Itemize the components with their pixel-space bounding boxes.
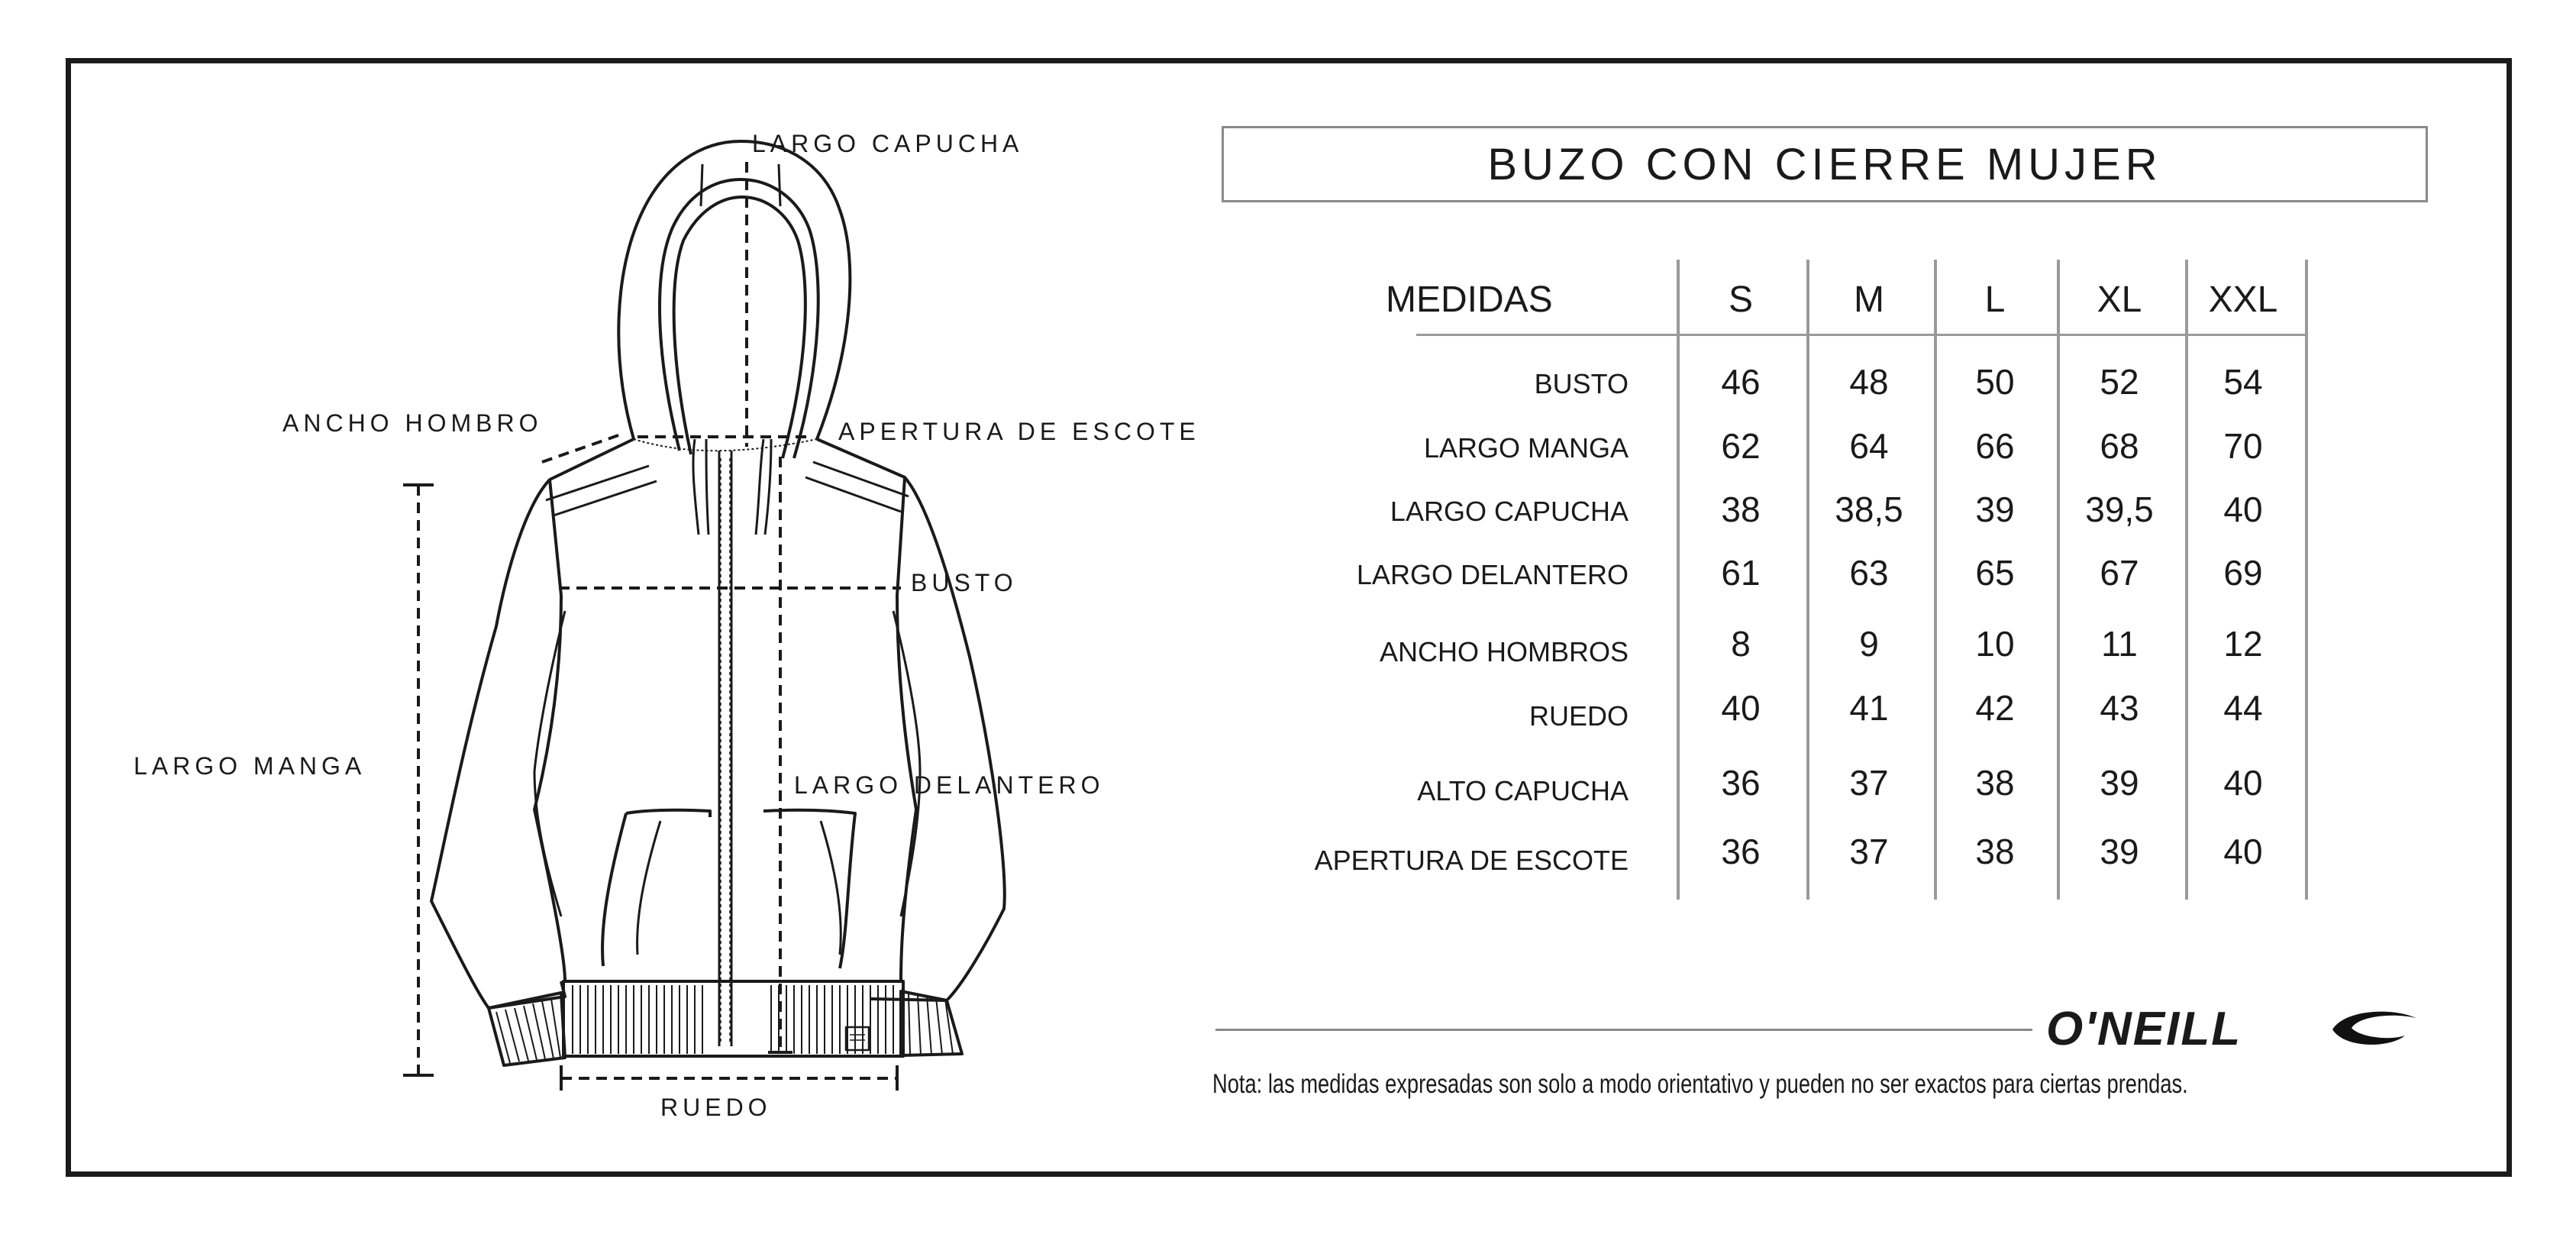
table-cell: 40	[2223, 490, 2263, 529]
table-corner-header: MEDIDAS	[1386, 280, 1553, 320]
label-ruedo: RUEDO	[660, 1094, 772, 1121]
table-cell: 48	[1849, 362, 1889, 402]
table-cell: 38	[1975, 763, 2015, 803]
oneill-wave-logo-icon	[2329, 1007, 2420, 1052]
table-cell: 37	[1849, 763, 1889, 803]
label-ancho-hombro: ANCHO HOMBRO	[282, 409, 543, 437]
size-header-s: S	[1728, 280, 1753, 320]
footer-divider	[1215, 1029, 2032, 1031]
table-cell: 44	[2223, 688, 2263, 728]
size-header-xxl: XXL	[2208, 280, 2278, 320]
row-label: ANCHO HOMBROS	[1379, 636, 1629, 667]
size-header-m: M	[1854, 280, 1884, 320]
table-cell: 8	[1731, 624, 1751, 664]
table-cell: 52	[2100, 362, 2139, 402]
table-cell: 40	[2223, 832, 2263, 871]
label-apertura-escote: APERTURA DE ESCOTE	[838, 418, 1200, 445]
table-cell: 46	[1721, 362, 1761, 402]
table-cell: 69	[2223, 553, 2263, 593]
table-cell: 40	[2223, 763, 2263, 803]
table-cell: 54	[2223, 362, 2263, 402]
table-cell: 38,5	[1835, 490, 1903, 529]
row-label: RUEDO	[1528, 700, 1629, 732]
disclaimer-note: Nota: las medidas expresadas son solo a modo orientativo y pueden no ser exactos para ciertas prendas.	[1212, 1069, 2188, 1099]
table-cell: 61	[1721, 553, 1761, 593]
table-cell: 12	[2223, 624, 2263, 664]
table-cell: 50	[1975, 362, 2015, 402]
table-cell: 36	[1721, 763, 1761, 803]
table-cell: 40	[1721, 688, 1761, 728]
row-label: LARGO MANGA	[1423, 432, 1629, 464]
table-title: BUZO CON CIERRE MUJER	[1222, 126, 2428, 202]
row-label: ALTO CAPUCHA	[1417, 775, 1629, 806]
brand-logo-text: O'NEILL	[2046, 1003, 2242, 1055]
table-cell: 62	[1721, 426, 1761, 466]
table-cell: 41	[1849, 688, 1889, 728]
row-label: APERTURA DE ESCOTE	[1314, 845, 1629, 876]
table-cell: 63	[1849, 553, 1889, 593]
label-largo-delantero: LARGO DELANTERO	[794, 771, 1105, 799]
table-cell: 67	[2100, 553, 2139, 593]
table-cell: 70	[2223, 426, 2263, 466]
row-label: LARGO CAPUCHA	[1390, 496, 1629, 527]
table-cell: 36	[1721, 832, 1761, 871]
table-cell: 37	[1849, 832, 1889, 871]
table-cell: 66	[1975, 426, 2015, 466]
table-cell: 68	[2100, 426, 2139, 466]
size-header-l: L	[1984, 280, 2006, 320]
table-cell: 38	[1975, 832, 2015, 871]
row-label: BUSTO	[1534, 368, 1629, 399]
table-cell: 65	[1975, 553, 2015, 593]
table-cell: 9	[1859, 624, 1879, 664]
label-largo-manga: LARGO MANGA	[134, 752, 366, 780]
table-cell: 64	[1849, 426, 1889, 466]
column-divider-6	[2305, 260, 2308, 900]
row-labels	[1222, 0, 1629, 916]
table-cell: 11	[2101, 624, 2138, 664]
label-busto: BUSTO	[911, 569, 1018, 596]
table-cell: 42	[1975, 688, 2015, 728]
row-label: LARGO DELANTERO	[1356, 559, 1629, 590]
table-cell: 10	[1975, 624, 2015, 664]
table-cell: 38	[1721, 490, 1761, 529]
table-cell: 39	[2100, 832, 2139, 871]
table-cell: 39,5	[2085, 490, 2154, 529]
table-cell: 39	[2100, 763, 2139, 803]
label-largo-capucha: LARGO CAPUCHA	[752, 130, 1024, 157]
table-cell: 43	[2100, 688, 2139, 728]
size-header-xl: XL	[2097, 280, 2142, 320]
table-cell: 39	[1975, 490, 2015, 529]
